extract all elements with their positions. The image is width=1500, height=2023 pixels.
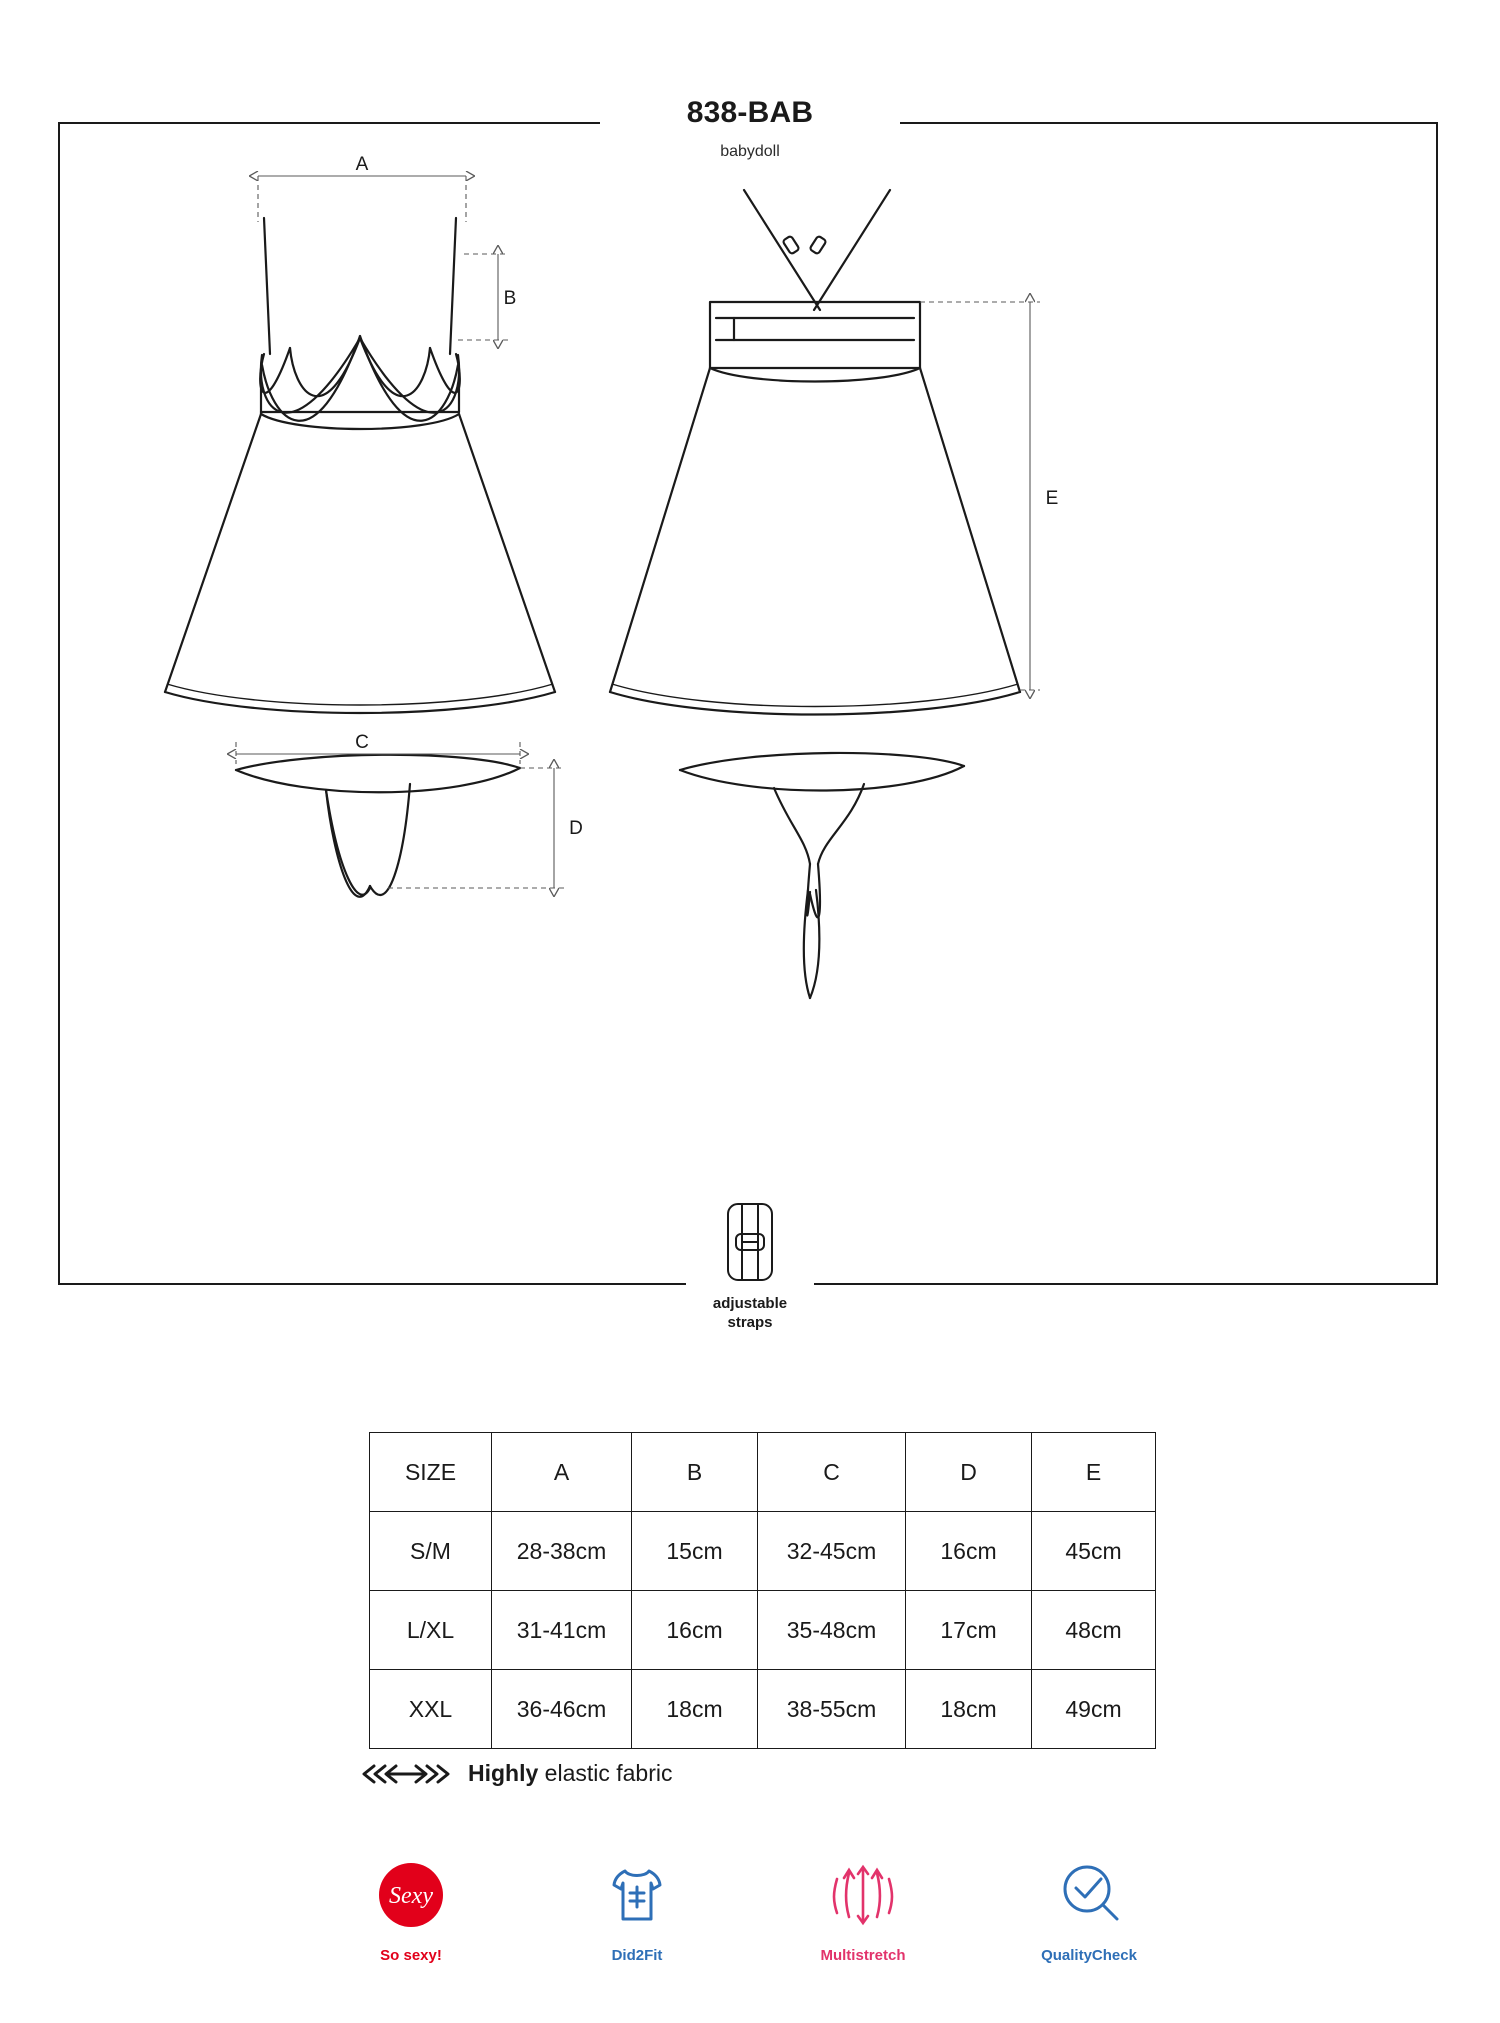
table-row [370, 1670, 1156, 1749]
cell-c: 38-55cm [758, 1670, 906, 1749]
adjustable-straps-icon [686, 1200, 814, 1284]
cell-b: 18cm [632, 1670, 758, 1749]
cell-a: 28-38cm [492, 1512, 632, 1591]
qualitycheck-icon [1049, 1855, 1129, 1935]
th-e: E [1032, 1433, 1156, 1512]
badge-label: QualityCheck [1041, 1947, 1137, 1964]
elastic-rest: elastic fabric [538, 1760, 673, 1786]
table-row [370, 1512, 1156, 1591]
feature-adjustable-straps [686, 1200, 814, 1333]
cell-e: 48cm [1032, 1591, 1156, 1670]
elastic-fabric-label [468, 1760, 673, 1787]
feature-caption [686, 1295, 814, 1333]
badge-art [341, 1855, 481, 1935]
table-header-row [370, 1433, 1156, 1512]
badge-label: So sexy! [380, 1947, 442, 1964]
multistretch-icon [823, 1855, 903, 1935]
cell-size: L/XL [370, 1591, 492, 1670]
dimension-label-c: C [355, 732, 369, 753]
badge-so-sexy [341, 1855, 481, 1964]
badge-did2fit [567, 1855, 707, 1964]
page-title: 838-BAB [686, 96, 814, 129]
th-d: D [906, 1433, 1032, 1512]
th-c: C [758, 1433, 906, 1512]
stretch-arrow-icon [358, 1762, 454, 1786]
th-a: A [492, 1433, 632, 1512]
cell-c: 35-48cm [758, 1591, 906, 1670]
elastic-fabric-note [358, 1760, 673, 1787]
cell-d: 17cm [906, 1591, 1032, 1670]
cell-size: XXL [370, 1670, 492, 1749]
badge-qualitycheck [1019, 1855, 1159, 1964]
cell-e: 45cm [1032, 1512, 1156, 1591]
badge-art [1019, 1855, 1159, 1935]
badge-label: Did2Fit [611, 1947, 663, 1964]
cell-size: S/M [370, 1512, 492, 1591]
svg-text:Sexy: Sexy [389, 1883, 433, 1909]
table-row [370, 1591, 1156, 1670]
garment-drawings [58, 122, 1438, 1285]
dimension-label-a: A [355, 154, 369, 175]
size-table-wrapper [369, 1432, 1131, 1749]
badge-label: Multistretch [820, 1947, 906, 1964]
cell-a: 31-41cm [492, 1591, 632, 1670]
badge-art [793, 1855, 933, 1935]
cell-b: 15cm [632, 1512, 758, 1591]
did2fit-icon [597, 1855, 677, 1935]
size-table [369, 1432, 1156, 1749]
dimension-label-e: E [1045, 488, 1059, 509]
th-b: B [632, 1433, 758, 1512]
cell-c: 32-45cm [758, 1512, 906, 1591]
th-size: SIZE [370, 1433, 492, 1512]
sexy-circle-icon [371, 1855, 451, 1935]
cell-d: 16cm [906, 1512, 1032, 1591]
feature-caption-line2: straps [727, 1313, 773, 1331]
elastic-strong: Highly [468, 1760, 539, 1786]
cell-e: 49cm [1032, 1670, 1156, 1749]
badge-multistretch [793, 1855, 933, 1964]
dimension-label-d: D [569, 818, 583, 839]
page-subtitle: babydoll [720, 143, 780, 160]
cell-b: 16cm [632, 1591, 758, 1670]
dimension-label-b: B [503, 288, 517, 309]
badge-art [567, 1855, 707, 1935]
feature-caption-line1: adjustable [712, 1295, 788, 1312]
cell-d: 18cm [906, 1670, 1032, 1749]
cell-a: 36-46cm [492, 1670, 632, 1749]
feature-badges [0, 1855, 1500, 1964]
